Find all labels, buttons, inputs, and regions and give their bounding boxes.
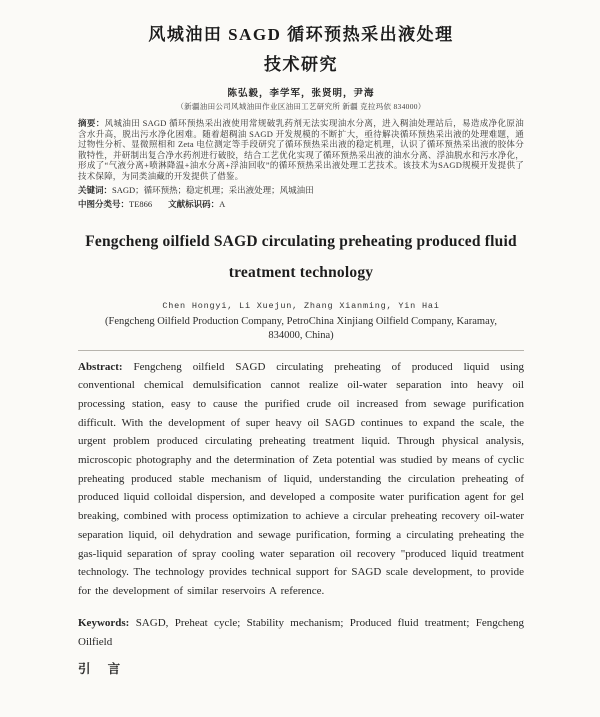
section-heading-intro: 引 言 — [78, 661, 128, 676]
keywords-en-label: Keywords: — [78, 616, 130, 629]
affiliation-cn: （新疆油田公司风城油田作业区油田工艺研究所 新疆 克拉玛依 834000） — [176, 102, 426, 111]
doc-code-label: 文献标识码： — [168, 198, 220, 209]
page-title-cn — [78, 20, 524, 80]
doc-code-value: A — [219, 198, 226, 209]
keywords-en — [78, 614, 524, 652]
abstract-en-label: Abstract: — [78, 360, 123, 373]
clc-label: 中图分类号： — [78, 198, 130, 209]
abstract-cn-label: 摘要： — [78, 118, 105, 128]
abstract-cn-text: 风城油田 SAGD 循环预热采出液使用常规破乳药剂无法实现油水分离，进入稠油处理站后，易造成净化原油含水升高，脱出污水净化困难。随着超稠油 SAGD 开发规模的不断扩大，亟待解决循环预热采出液的处理难题，通过物性分析、显微照相和 Zeta 电位测定等手段研究了循环预热采出液的稳定机理，认识了循环预热采出液的胶体分散特性，并研制出复合净水药剂进行破胶，结合工艺优化实现了循环预热采出液的油水分离、浮油脱水和污水净化，形成了“气液分离+喷淋降温+油水分离+浮油回收”的循环预热采出液处理工艺技术。该技术为SAGD规模开发提供了技术保障，为同类油藏的开发提供了借鉴。 — [78, 118, 524, 181]
clc-value: TE866 — [129, 198, 153, 209]
title-cn-line1: 风城油田 SAGD 循环预热采出液处理 — [148, 25, 454, 44]
affiliation-en: (Fengcheng Oilfield Production Company, PetroChina Xinjiang Oilfield Company, Karamay, 834000, China) — [105, 315, 497, 341]
divider — [78, 350, 524, 351]
abstract-en-text: Fengcheng oilfield SAGD circulating preheating of produced liquid using conventional chemical demulsification cannot realize oil-water separation into heavy oil processing station, easy to cause the purified crude oil increased from sewage purification difficult. With the development of super heavy oil SAGD continues to expand the scale, the urgent problem produced circulating preheating treatment liquid. Through physical analysis, microscopic photography and the determination of Zeta potential was studied by means of cyclic preheating produced stable mechanism of liquid, understanding the circulation preheating of produced liquid colloidal dispersion, and developed a composite water purification agent for gel breaking, combined with process optimization to achieve a circular preheating recovery oil-water separation liquid, oil dehydration and sewage purification, forming a circulating preheating the gas-liquid separation of spray cooling water separation oil recovery "produced liquid treatment technology. The technology provides technical support for SAGD scale development, to provide for the development of similar reservoirs A reference. — [78, 360, 525, 597]
title-cn-line2: 技术研究 — [264, 55, 338, 74]
keywords-en-text: SAGD, Preheat cycle; Stability mechanism; Produced fluid treatment; Fengcheng Oilfield — [78, 616, 525, 648]
authors-cn: 陈弘毅，李学军，张贤明，尹海 — [227, 89, 375, 99]
title-en-line2: treatment technology — [228, 263, 374, 281]
abstract-en — [78, 358, 524, 601]
authors-en: Chen Hongyi, Li Xuejun, Zhang Xianming, Yin Hai — [162, 300, 440, 311]
keywords-cn — [78, 185, 524, 196]
page-title-en — [78, 226, 524, 288]
keywords-cn-label: 关键词： — [78, 184, 113, 195]
title-en-line1: Fengcheng oilfield SAGD circulating preheating produced fluid — [85, 232, 517, 250]
abstract-cn — [78, 118, 524, 182]
clc-line — [78, 199, 524, 210]
keywords-cn-text: SAGD；循环预热；稳定机理；采出液处理；风城油田 — [112, 184, 314, 195]
